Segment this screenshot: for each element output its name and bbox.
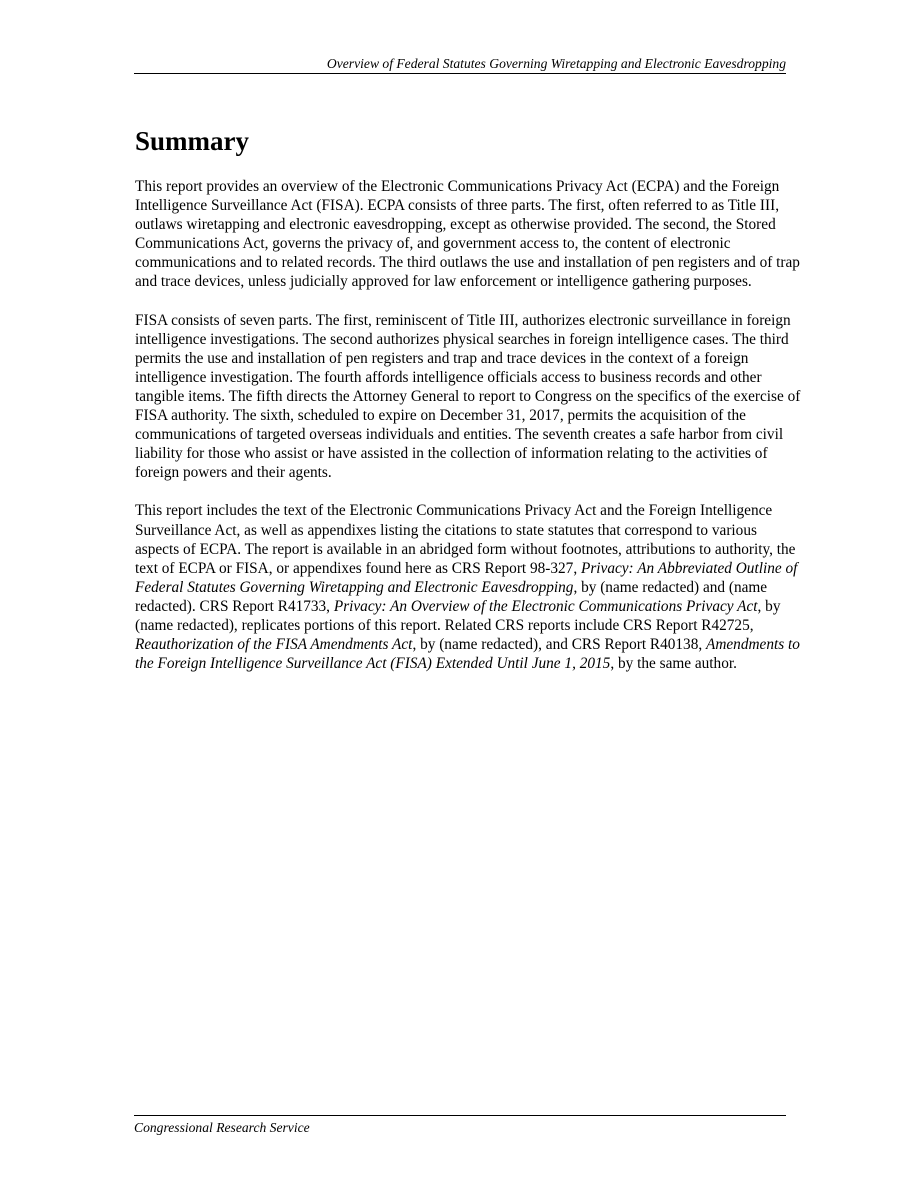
report-title-abbreviated-outline: Privacy: An Abbreviated Outline of Federal Statutes Governing Wiretapping and Electronic Eavesdropping xyxy=(135,559,798,596)
report-title-fisa-amendments: Amendments to the Foreign Intelligence Surveillance Act (FISA) Extended Until June 1, 2015 xyxy=(135,636,800,673)
section-heading: Summary xyxy=(135,126,249,156)
text-run: , by (name redacted), and CRS Report R40138, xyxy=(412,636,706,654)
page-footer: Congressional Research Service xyxy=(134,1115,786,1136)
running-header: Overview of Federal Statutes Governing Wiretapping and Electronic Eavesdropping xyxy=(134,56,786,74)
summary-body xyxy=(135,177,803,692)
report-title-fisa-reauthorization: Reauthorization of the FISA Amendments Act xyxy=(135,636,413,654)
text-run: This report includes the text of the Electronic Communications Privacy Act and the Foreign Intelligence Surveillance Act, as well as appendixes listing the citations to state statutes that correspond to various aspects of ECPA. The report is available in an abridged form without footnotes, attributions to authority, the text of ECPA or FISA, or appendixes found here as CRS Report 98-327, xyxy=(135,502,796,577)
text-run: , by (name redacted) and (name redacted). CRS Report R41733, xyxy=(135,578,768,615)
paragraph-related-reports xyxy=(135,501,803,673)
paragraph-fisa-overview: FISA consists of seven parts. The first, reminiscent of Title III, authorizes electronic surveillance in foreign intelligence investigations. The second authorizes physical searches in foreign intelligence cases. The third permits the use and installation of pen registers and trap and trace devices in the context of a foreign intelligence investigation. The fourth affords intelligence officials access to business records and other tangible items. The fifth directs the Attorney General to report to Congress on the specifics of the exercise of FISA authority. The sixth, scheduled to expire on December 31, 2017, permits the acquisition of the communications of targeted overseas individuals and entities. The seventh creates a safe harbor from civil liability for those who assist or have assisted in the collection of information relating to the activities of foreign powers and their agents. xyxy=(135,311,801,482)
paragraph-ecpa-overview: This report provides an overview of the Electronic Communications Privacy Act (ECPA) and the Foreign Intelligence Surveillance Act (FISA). ECPA consists of three parts. The first, often referred to as Title III, outlaws wiretapping and electronic eavesdropping, except as otherwise provided. The second, the Stored Communications Act, governs the privacy of, and government access to, the content of electronic communications and to related records. The third outlaws the use and installation of pen registers and of trap and trace devices, unless judicially approved for law enforcement or intelligence gathering purposes. xyxy=(135,178,800,291)
text-run: , by the same author. xyxy=(610,655,737,673)
text-run: , by (name redacted), replicates portions of this report. Related CRS reports include CRS Report R42725, xyxy=(135,597,781,634)
report-title-ecpa-overview: Privacy: An Overview of the Electronic Communications Privacy Act xyxy=(333,597,758,615)
